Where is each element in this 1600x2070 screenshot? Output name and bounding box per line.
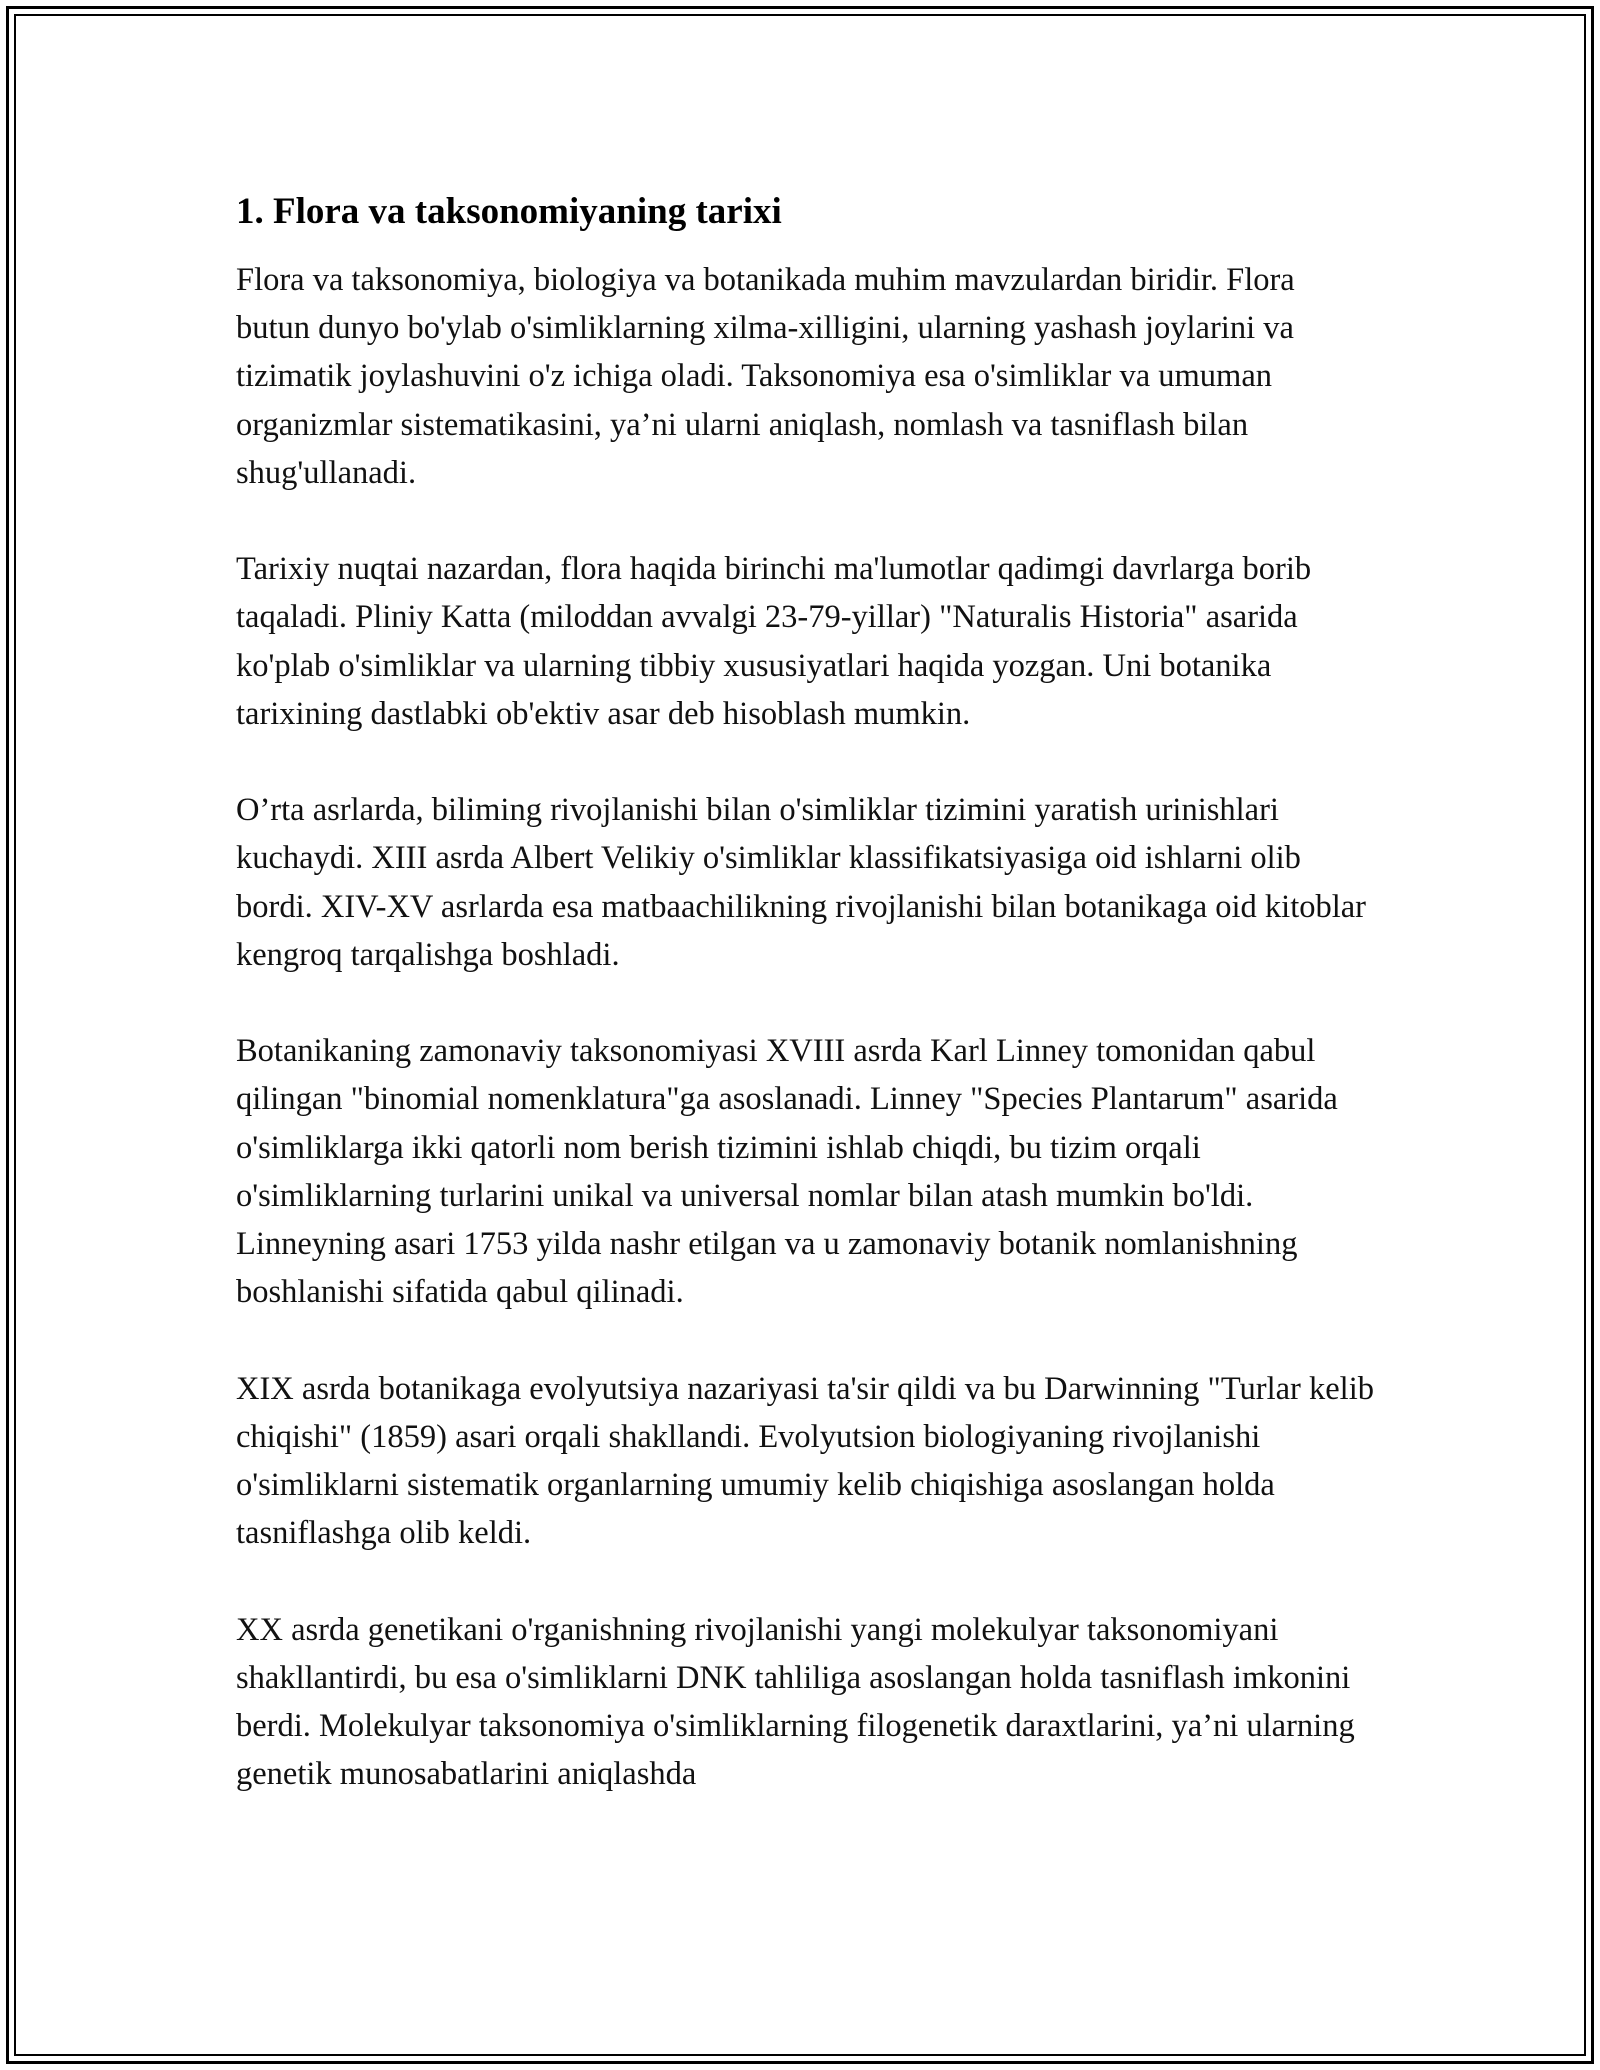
- document-body: [236, 186, 1376, 1847]
- paragraph-intro: Flora va taksonomiya, biologiya va botanikada muhim mavzulardan biridir. Flora butun dunyo bo'ylab o'simliklarning xilma-xilligini, ularning yashash joylarini va tizimatik joylashuvini o'z ichiga oladi. Taksonomiya esa o'simliklar va umuman organizmlar sistematikasini, ya’ni ularni aniqlash, nomlash va tasniflash bilan shug'ullanadi.: [236, 262, 1295, 491]
- paragraph-middle-ages: O’rta asrlarda, biliming rivojlanishi bilan o'simliklar tizimini yaratish urinishlari kuchaydi. XIII asrda Albert Velikiy o'simliklar klassifikatsiyasiga oid ishlarni olib bordi. XIV-XV asrlarda esa matbaachilikning rivojlanishi bilan botanikaga oid kitoblar kengroq tarqalishga boshladi.: [236, 792, 1367, 973]
- paragraph-ancient-history: Tarixiy nuqtai nazardan, flora haqida birinchi ma'lumotlar qadimgi davrlarga borib taqaladi. Pliniy Katta (miloddan avvalgi 23-79-yillar) "Naturalis Historia" asarida ko'plab o'simliklar va ularning tibbiy xususiyatlari haqida yozgan. Uni botanika tarixining dastlabki ob'ektiv asar deb hisoblash mumkin.: [236, 551, 1312, 732]
- section-heading: 1. Flora va taksonomiyaning tarixi: [236, 191, 782, 232]
- paragraph-molecular: XX asrda genetikani o'rganishning rivojlanishi yangi molekulyar taksonomiyani shakllantirdi, bu esa o'simliklarni DNK tahliliga asoslangan holda tasniflash imkonini berdi. Molekulyar taksonomiya o'simliklarning filogenetik daraxtlarini, ya’ni ularning genetik munosabatlarini aniqlashda: [236, 1611, 1355, 1793]
- paragraph-evolution: XIX asrda botanikaga evolyutsiya nazariyasi ta'sir qildi va bu Darwinning "Turlar kelib chiqishi" (1859) asari orqali shakllandi. Evolyutsion biologiyaning rivojlanishi o'simliklarni sistematik organlarning umumiy kelib chiqishiga asoslangan holda tasniflashga olib keldi.: [236, 1370, 1374, 1552]
- paragraph-linnaeus: Botanikaning zamonaviy taksonomiyasi XVIII asrda Karl Linney tomonidan qabul qilingan "binomial nomenklatura"ga asoslanadi. Linney "Species Plantarum" asarida o'simliklarga ikki qatorli nom berish tizimini ishlab chiqdi, bu tizim orqali o'simliklarning turlarini unikal va universal nomlar bilan atash mumkin bo'ldi. Linneyning asari 1753 yilda nashr etilgan va u zamonaviy botanik nomlanishning boshlanishi sifatida qabul qilinadi.: [236, 1033, 1338, 1311]
